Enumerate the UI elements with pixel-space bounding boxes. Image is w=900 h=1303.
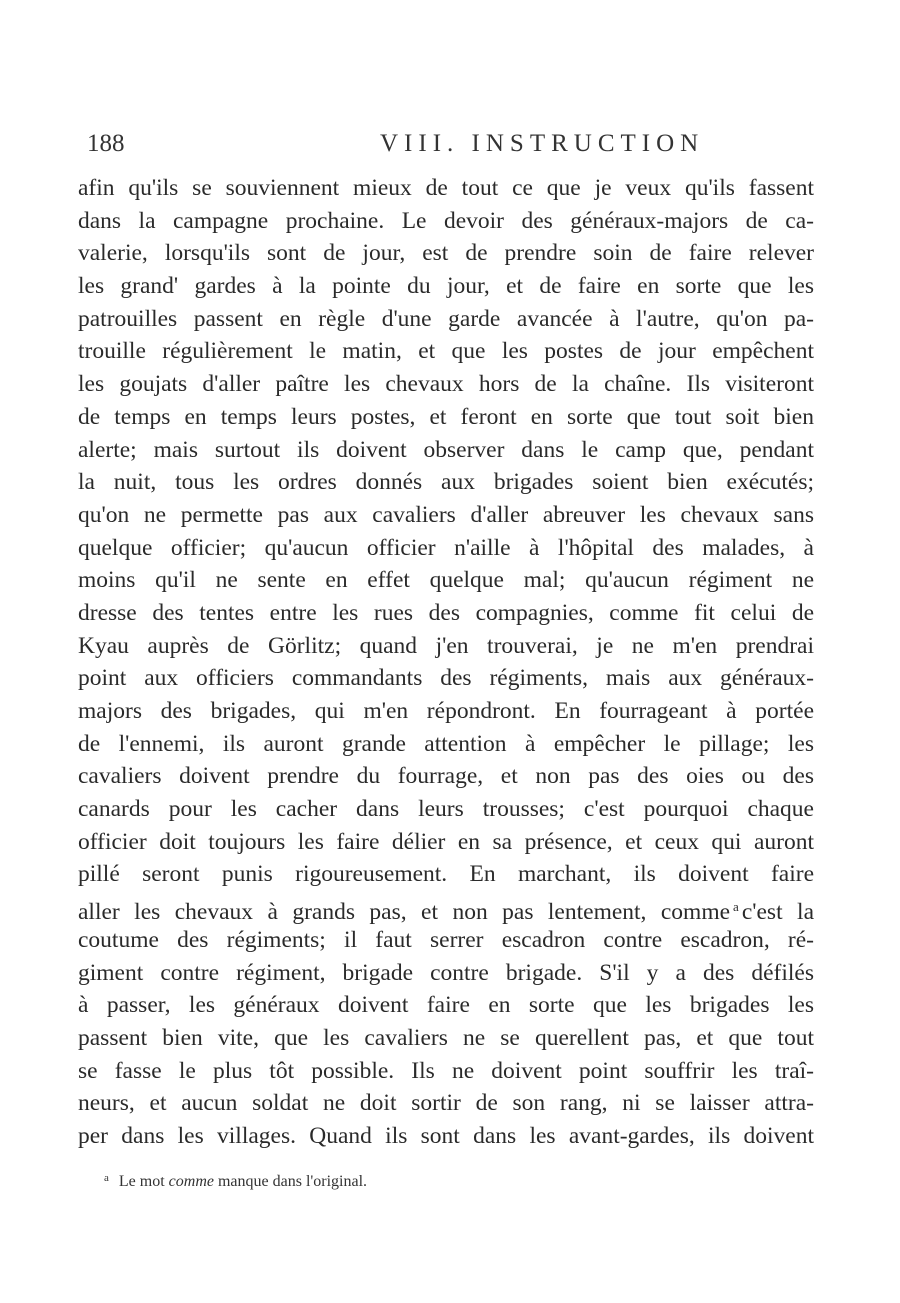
running-title: VIII. INSTRUCTION	[380, 130, 705, 157]
body-text	[78, 172, 814, 1153]
text-line: patrouilles passent en règle d'une garde avancée à l'autre, qu'on pa-	[78, 305, 814, 332]
text-line: valerie, lorsqu'ils sont de jour, est de prendre soin de faire relever	[78, 240, 814, 267]
text-line: dans la campagne prochaine. Le devoir des généraux-majors de ca-	[78, 207, 814, 234]
text-line: canards pour les cacher dans leurs trousses; c'est pourquoi chaque	[78, 796, 814, 823]
text-line: moins qu'il ne sente en effet quelque mal; qu'aucun régiment ne	[78, 567, 814, 594]
text-line: coutume des régiments; il faut serrer escadron contre escadron, ré-	[78, 926, 814, 953]
text-line: se fasse le plus tôt possible. Ils ne doivent point souffrir les traî-	[78, 1057, 814, 1084]
text-line: de l'ennemi, ils auront grande attention à empêcher le pillage; les	[78, 730, 814, 757]
text-line-with-note-mark	[78, 891, 814, 924]
page-header	[80, 130, 820, 164]
text-line: point aux officiers commandants des régiments, mais aux généraux-	[78, 665, 814, 692]
text-segment: c'est la	[741, 899, 814, 926]
text-line: per dans les villages. Quand ils sont dans les avant-gardes, ils doivent	[78, 1122, 814, 1149]
text-line: neurs, et aucun soldat ne doit sortir de son rang, ni se laisser attra-	[78, 1090, 814, 1117]
footnote-italic-word: comme	[168, 1173, 214, 1190]
footnote-reference-mark: a	[733, 899, 739, 915]
text-line: dresse des tentes entre les rues des compagnies, comme fit celui de	[78, 599, 814, 626]
footnote-text-after: manque dans l'original.	[217, 1173, 368, 1190]
text-line: qu'on ne permette pas aux cavaliers d'aller abreuver les chevaux sans	[78, 501, 814, 528]
text-line: de temps en temps leurs postes, et feront en sorte que tout soit bien	[78, 403, 814, 430]
text-line: trouille régulièrement le matin, et que les postes de jour empêchent	[78, 338, 814, 365]
text-line: la nuit, tous les ordres donnés aux brigades soient bien exécutés;	[78, 469, 814, 496]
text-line: cavaliers doivent prendre du fourrage, et non pas des oies ou des	[78, 763, 814, 790]
text-line: giment contre régiment, brigade contre brigade. S'il y a des défilés	[78, 959, 814, 986]
page-number: 188	[87, 130, 125, 157]
text-line: pillé seront punis rigoureusement. En marchant, ils doivent faire	[78, 861, 814, 888]
text-line: les goujats d'aller paître les chevaux hors de la chaîne. Ils visiteront	[78, 371, 814, 398]
footnote-text-before: Le mot	[118, 1173, 165, 1190]
text-line: les grand' gardes à la pointe du jour, et de faire en sorte que les	[78, 273, 814, 300]
footnote	[104, 1172, 367, 1191]
text-line: quelque officier; qu'aucun officier n'aille à l'hôpital des malades, à	[78, 534, 814, 561]
text-line: officier doit toujours les faire délier en sa présence, et ceux qui auront	[78, 828, 814, 855]
text-segment: aller les chevaux à grands pas, et non pas lentement, comme	[78, 899, 731, 926]
text-line: majors des brigades, qui m'en répondront. En fourrageant à portée	[78, 698, 814, 724]
text-line: alerte; mais surtout ils doivent observer dans le camp que, pendant	[78, 436, 814, 463]
text-line: afin qu'ils se souviennent mieux de tout ce que je veux qu'ils fassent	[78, 175, 814, 201]
text-line: passent bien vite, que les cavaliers ne se querellent pas, et que tout	[78, 1024, 814, 1051]
text-line: à passer, les généraux doivent faire en sorte que les brigades les	[78, 992, 814, 1019]
footnote-mark: a	[104, 1172, 109, 1184]
text-line: Kyau auprès de Görlitz; quand j'en trouverai, je ne m'en prendrai	[78, 632, 814, 659]
